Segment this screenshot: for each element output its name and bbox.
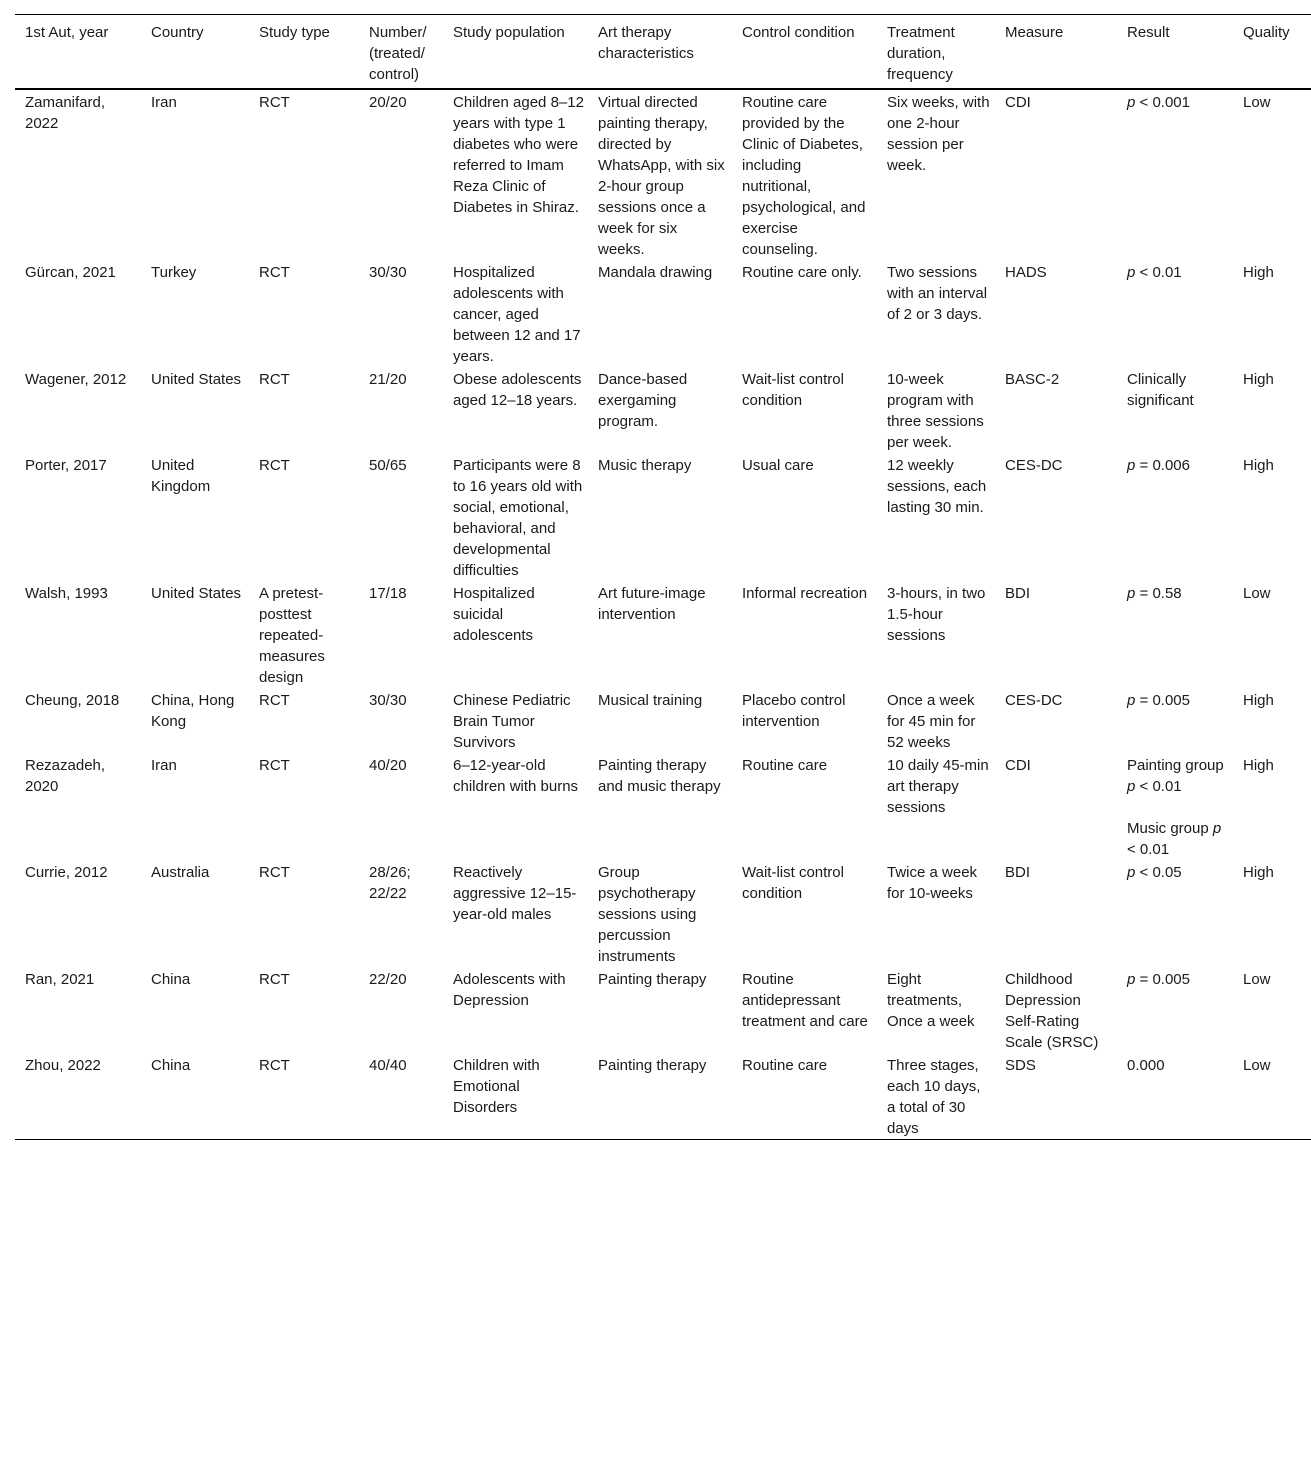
col-header-art-therapy: Art therapy characteristics — [598, 24, 694, 62]
cell-study-type: RCT — [259, 1057, 290, 1074]
cell-art-therapy: Music therapy — [598, 457, 692, 474]
col-header-country: Country — [151, 24, 204, 41]
cell-quality: Low — [1243, 1057, 1271, 1074]
result-music-group — [1127, 818, 1229, 860]
cell-study-population: Hospitalized suicidal adolescents — [453, 585, 535, 644]
cell-control-condition: Routine care provided by the Clinic of Diabetes, including nutritional, psychological, and exercise counseling. — [742, 94, 866, 258]
cell-treatment-duration: 3-hours, in two 1.5-hour sessions — [887, 585, 986, 644]
cell-author-year: Rezazadeh, 2020 — [25, 757, 106, 795]
p-value-symbol: p — [1127, 264, 1136, 281]
table-row — [15, 967, 1311, 1053]
cell-number: 22/20 — [369, 971, 407, 988]
col-header-number: Number/ (treated/ control) — [369, 24, 427, 83]
cell-control-condition: Informal recreation — [742, 585, 868, 602]
cell-number: 40/40 — [369, 1057, 407, 1074]
cell-study-type: RCT — [259, 371, 290, 388]
cell-author-year: Zhou, 2022 — [25, 1057, 101, 1074]
cell-study-type: RCT — [259, 264, 290, 281]
cell-measure: HADS — [1005, 264, 1047, 281]
cell-country: Iran — [151, 94, 177, 111]
p-value-symbol: p — [1127, 864, 1136, 881]
p-value-symbol: p — [1127, 778, 1136, 795]
col-header-study-type: Study type — [259, 24, 330, 41]
cell-country: United Kingdom — [151, 457, 211, 495]
cell-treatment-duration: Three stages, each 10 days, a total of 30 days — [887, 1057, 981, 1137]
result-value: = 0.006 — [1135, 457, 1190, 474]
cell-study-population: 6–12-year-old children with burns — [453, 757, 579, 795]
cell-study-type: A pretest-posttest repeated-measures design — [259, 585, 325, 686]
cell-quality: High — [1243, 864, 1274, 881]
cell-number: 30/30 — [369, 692, 407, 709]
result-value: = 0.005 — [1135, 692, 1190, 709]
cell-measure: CES-DC — [1005, 457, 1063, 474]
col-header-quality: Quality — [1243, 24, 1290, 41]
cell-country: China — [151, 1057, 191, 1074]
cell-art-therapy: Painting therapy — [598, 971, 707, 988]
cell-author-year: Ran, 2021 — [25, 971, 95, 988]
cell-quality: High — [1243, 264, 1274, 281]
cell-result — [1117, 581, 1233, 688]
cell-art-therapy: Painting therapy — [598, 1057, 707, 1074]
col-header-treatment-duration: Treatment duration, frequency — [887, 24, 955, 83]
cell-treatment-duration: 10-week program with three sessions per week. — [887, 371, 984, 451]
cell-quality: Low — [1243, 971, 1271, 988]
cell-country: China — [151, 971, 191, 988]
cell-country: Turkey — [151, 264, 197, 281]
cell-quality: High — [1243, 692, 1274, 709]
cell-quality: High — [1243, 457, 1274, 474]
p-value-symbol: p — [1127, 457, 1136, 474]
col-header-control-condition: Control condition — [742, 24, 855, 41]
cell-measure: CDI — [1005, 757, 1031, 774]
cell-author-year: Cheung, 2018 — [25, 692, 120, 709]
cell-measure: BDI — [1005, 864, 1031, 881]
cell-measure: BASC-2 — [1005, 371, 1060, 388]
cell-quality: High — [1243, 757, 1274, 774]
cell-study-population: Adolescents with Depression — [453, 971, 566, 1009]
result-value: 0.000 — [1127, 1057, 1165, 1074]
cell-author-year: Walsh, 1993 — [25, 585, 108, 602]
cell-measure: CDI — [1005, 94, 1031, 111]
cell-study-type: RCT — [259, 94, 290, 111]
table-row — [15, 89, 1311, 260]
studies-table — [15, 14, 1311, 1140]
cell-number: 50/65 — [369, 457, 407, 474]
cell-measure: CES-DC — [1005, 692, 1063, 709]
cell-art-therapy: Painting therapy and music therapy — [598, 757, 721, 795]
cell-study-population: Chinese Pediatric Brain Tumor Survivors — [453, 692, 571, 751]
cell-control-condition: Usual care — [742, 457, 814, 474]
cell-number: 17/18 — [369, 585, 407, 602]
cell-author-year: Wagener, 2012 — [25, 371, 127, 388]
cell-control-condition: Placebo control intervention — [742, 692, 846, 730]
cell-study-population: Children aged 8–12 years with type 1 diabetes who were referred to Imam Reza Clinic of Diabetes in Shiraz. — [453, 94, 584, 216]
cell-number: 28/26; 22/22 — [369, 864, 411, 902]
cell-number: 21/20 — [369, 371, 407, 388]
p-value-symbol: p — [1212, 820, 1222, 837]
cell-result — [1117, 1053, 1233, 1140]
header-row — [15, 15, 1311, 90]
table-row — [15, 753, 1311, 860]
result-value: < 0.05 — [1135, 864, 1182, 881]
table-row — [15, 581, 1311, 688]
cell-control-condition: Routine care — [742, 757, 828, 774]
result-painting-group — [1127, 755, 1229, 797]
cell-result — [1117, 967, 1233, 1053]
cell-quality: High — [1243, 371, 1274, 388]
table-row — [15, 260, 1311, 367]
cell-control-condition: Routine care — [742, 1057, 828, 1074]
cell-measure: SDS — [1005, 1057, 1036, 1074]
cell-study-population: Reactively aggressive 12–15-year-old males — [453, 864, 577, 923]
cell-study-population: Participants were 8 to 16 years old with social, emotional, behavioral, and developmental difficulties — [453, 457, 583, 579]
cell-control-condition: Wait-list control condition — [742, 864, 844, 902]
col-header-measure: Measure — [1005, 24, 1064, 41]
cell-country: United States — [151, 371, 242, 388]
cell-author-year: Porter, 2017 — [25, 457, 107, 474]
table-row — [15, 367, 1311, 453]
result-group-label: Painting group — [1127, 757, 1224, 774]
result-value: < 0.001 — [1135, 94, 1190, 111]
cell-treatment-duration: Two sessions with an interval of 2 or 3 days. — [887, 264, 988, 323]
result-value: < 0.01 — [1135, 778, 1182, 795]
cell-art-therapy: Dance-based exergaming program. — [598, 371, 688, 430]
cell-result — [1117, 860, 1233, 967]
cell-treatment-duration: Eight treatments, Once a week — [887, 971, 975, 1030]
table-body — [15, 89, 1311, 1140]
cell-treatment-duration: 10 daily 45-min art therapy sessions — [887, 757, 989, 816]
cell-control-condition: Routine antidepressant treatment and care — [742, 971, 868, 1030]
p-value-symbol: p — [1127, 971, 1136, 988]
cell-result — [1117, 367, 1233, 453]
table-row — [15, 860, 1311, 967]
cell-study-population: Obese adolescents aged 12–18 years. — [453, 371, 582, 409]
table-row — [15, 688, 1311, 753]
cell-treatment-duration: 12 weekly sessions, each lasting 30 min. — [887, 457, 987, 516]
cell-treatment-duration: Six weeks, with one 2-hour session per week. — [887, 94, 990, 174]
cell-study-type: RCT — [259, 864, 290, 881]
cell-study-type: RCT — [259, 457, 290, 474]
col-header-author-year: 1st Aut, year — [25, 24, 109, 41]
table-row — [15, 453, 1311, 581]
cell-author-year: Gürcan, 2021 — [25, 264, 116, 281]
cell-art-therapy: Mandala drawing — [598, 264, 713, 281]
cell-control-condition: Routine care only. — [742, 264, 862, 281]
cell-art-therapy: Group psychotherapy sessions using percussion instruments — [598, 864, 697, 965]
cell-country: Australia — [151, 864, 210, 881]
cell-study-type: RCT — [259, 971, 290, 988]
cell-result — [1117, 753, 1233, 860]
cell-art-therapy: Art future-image intervention — [598, 585, 706, 623]
cell-art-therapy: Musical training — [598, 692, 703, 709]
cell-treatment-duration: Once a week for 45 min for 52 weeks — [887, 692, 976, 751]
cell-result — [1117, 260, 1233, 367]
cell-treatment-duration: Twice a week for 10-weeks — [887, 864, 978, 902]
p-value-symbol: p — [1127, 94, 1136, 111]
result-value: < 0.01 — [1135, 264, 1182, 281]
cell-country: United States — [151, 585, 242, 602]
cell-study-population: Children with Emotional Disorders — [453, 1057, 540, 1116]
result-value: = 0.005 — [1135, 971, 1190, 988]
cell-result — [1117, 453, 1233, 581]
result-value: = 0.58 — [1135, 585, 1182, 602]
cell-control-condition: Wait-list control condition — [742, 371, 844, 409]
cell-number: 30/30 — [369, 264, 407, 281]
p-value-symbol: p — [1127, 585, 1136, 602]
cell-measure: BDI — [1005, 585, 1031, 602]
cell-quality: Low — [1243, 94, 1271, 111]
cell-result — [1117, 89, 1233, 260]
p-value-symbol: p — [1127, 692, 1136, 709]
cell-country: China, Hong Kong — [151, 692, 235, 730]
col-header-study-population: Study population — [453, 24, 565, 41]
cell-art-therapy: Virtual directed painting therapy, directed by WhatsApp, with six 2-hour group sessions once a week for six weeks. — [598, 94, 725, 258]
cell-result — [1117, 688, 1233, 753]
cell-study-type: RCT — [259, 757, 290, 774]
result-group-label: Music group — [1127, 820, 1213, 837]
result-value: Clinically significant — [1127, 371, 1194, 409]
cell-number: 20/20 — [369, 94, 407, 111]
cell-measure: Childhood Depression Self-Rating Scale (SRSC) — [1005, 971, 1099, 1051]
cell-country: Iran — [151, 757, 177, 774]
cell-study-population: Hospitalized adolescents with cancer, aged between 12 and 17 years. — [453, 264, 581, 365]
col-header-result: Result — [1127, 24, 1170, 41]
cell-quality: Low — [1243, 585, 1271, 602]
table-row — [15, 1053, 1311, 1140]
cell-number: 40/20 — [369, 757, 407, 774]
table-header — [15, 15, 1311, 90]
result-value: < 0.01 — [1127, 841, 1170, 858]
cell-author-year: Zamanifard, 2022 — [25, 94, 106, 132]
cell-author-year: Currie, 2012 — [25, 864, 108, 881]
cell-study-type: RCT — [259, 692, 290, 709]
